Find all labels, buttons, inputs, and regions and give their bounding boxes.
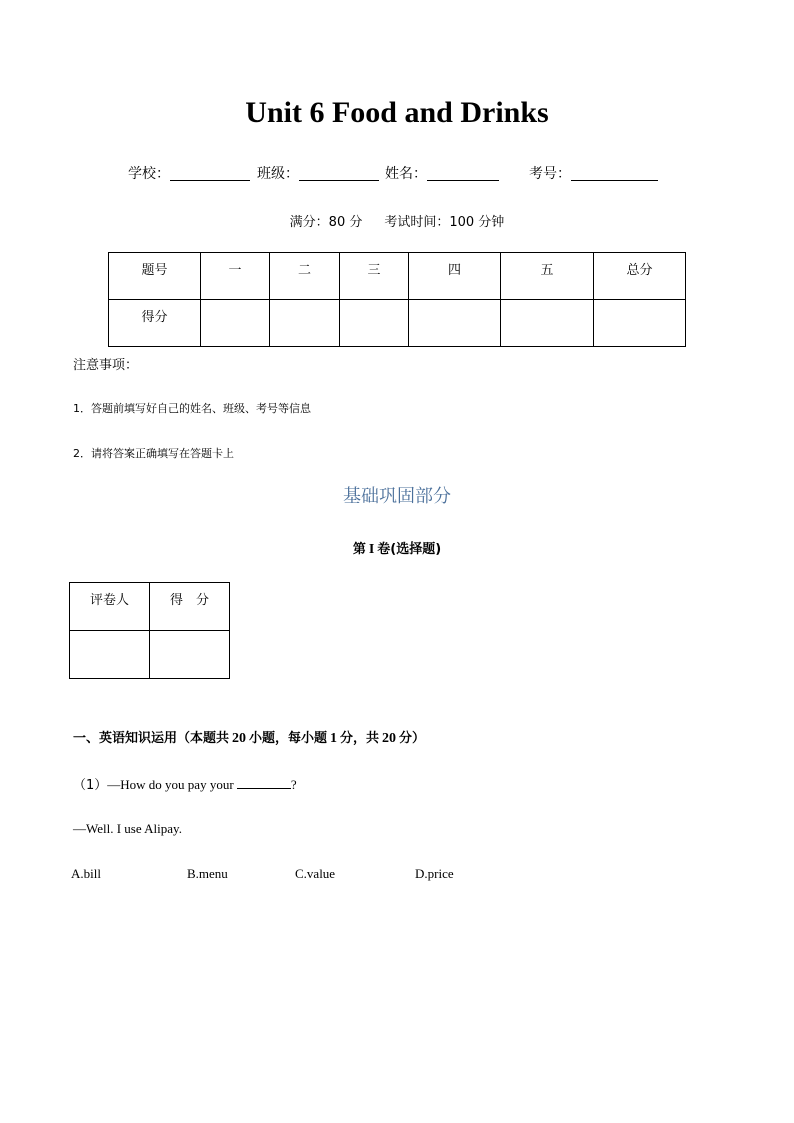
score-header-cell: 四	[409, 253, 501, 300]
score-header-cell: 题号	[109, 253, 201, 300]
part-heading-text: 分，共	[340, 731, 380, 746]
school-blank[interactable]	[170, 163, 250, 181]
option-c[interactable]: C.value	[295, 866, 336, 881]
part-heading-text: 一、英语知识运用（本题共	[73, 731, 230, 746]
score-header-cell: 二	[270, 253, 340, 300]
school-label: 学校：	[128, 166, 170, 182]
note-item: 2．请将答案正确填写在答题卡上	[73, 447, 234, 460]
option-a[interactable]: A.bill	[71, 866, 101, 881]
class-blank[interactable]	[299, 163, 379, 181]
score-cell[interactable]	[270, 300, 340, 347]
part-heading-text: 小题，每小题	[249, 731, 328, 746]
grader-header: 评卷人	[70, 583, 150, 631]
option-d[interactable]: D.price	[415, 866, 454, 881]
question-text-end: ?	[290, 777, 297, 792]
volume-roman: I	[368, 542, 375, 557]
student-info-row	[0, 163, 794, 185]
part-heading-number: 1	[330, 731, 338, 746]
answer-blank[interactable]	[237, 775, 291, 789]
question-text: —How do you pay your	[107, 777, 234, 792]
score-cell[interactable]	[594, 300, 686, 347]
note-item: 1．答题前填写好自己的姓名、班级、考号等信息	[73, 402, 311, 415]
score-header-cell: 一	[201, 253, 270, 300]
page-title: Unit 6 Food and Drinks	[245, 96, 549, 129]
score-header-cell: 三	[340, 253, 409, 300]
part-heading-number: 20	[232, 731, 247, 746]
school-field[interactable]	[128, 163, 250, 185]
score-header-cell: 五	[501, 253, 594, 300]
class-field[interactable]	[257, 163, 379, 185]
score-cell[interactable]	[409, 300, 501, 347]
volume-prefix: 第	[352, 542, 366, 557]
question-number: （1）	[73, 778, 108, 793]
score-table	[108, 252, 686, 347]
full-score: 满分：80 分	[289, 215, 363, 230]
score-cell[interactable]	[340, 300, 409, 347]
question-1	[73, 775, 297, 796]
score-cell[interactable]	[501, 300, 594, 347]
grader-cell[interactable]	[70, 631, 150, 679]
score-cell[interactable]	[201, 300, 270, 347]
question-response-line: —Well. I use Alipay.	[73, 821, 182, 836]
volume-suffix: 卷(选择题)	[377, 542, 442, 557]
grader-table	[69, 582, 230, 679]
exam-number-field[interactable]	[529, 163, 658, 185]
volume-heading	[0, 540, 794, 560]
notes-heading: 注意事项：	[73, 358, 139, 373]
section-title: 基础巩固部分	[343, 486, 451, 507]
option-b[interactable]: B.menu	[187, 866, 228, 881]
score-table-header-row	[109, 253, 686, 300]
score-header-cell: 总分	[594, 253, 686, 300]
name-blank[interactable]	[427, 163, 499, 181]
grader-score-cell[interactable]	[150, 631, 230, 679]
exam-meta	[0, 213, 794, 233]
exam-time: 考试时间：100 分钟	[384, 215, 505, 230]
part-heading-text: 分）	[399, 731, 426, 746]
score-table-score-row	[109, 300, 686, 347]
grader-score-header: 得 分	[150, 583, 230, 631]
score-row-label: 得分	[109, 300, 201, 347]
name-field[interactable]	[385, 163, 499, 185]
exam-number-blank[interactable]	[571, 163, 658, 181]
name-label: 姓名：	[385, 166, 427, 182]
part-heading-number: 20	[382, 731, 397, 746]
exam-number-label: 考号：	[529, 166, 571, 182]
part-one-heading	[73, 729, 425, 749]
class-label: 班级：	[257, 166, 299, 182]
